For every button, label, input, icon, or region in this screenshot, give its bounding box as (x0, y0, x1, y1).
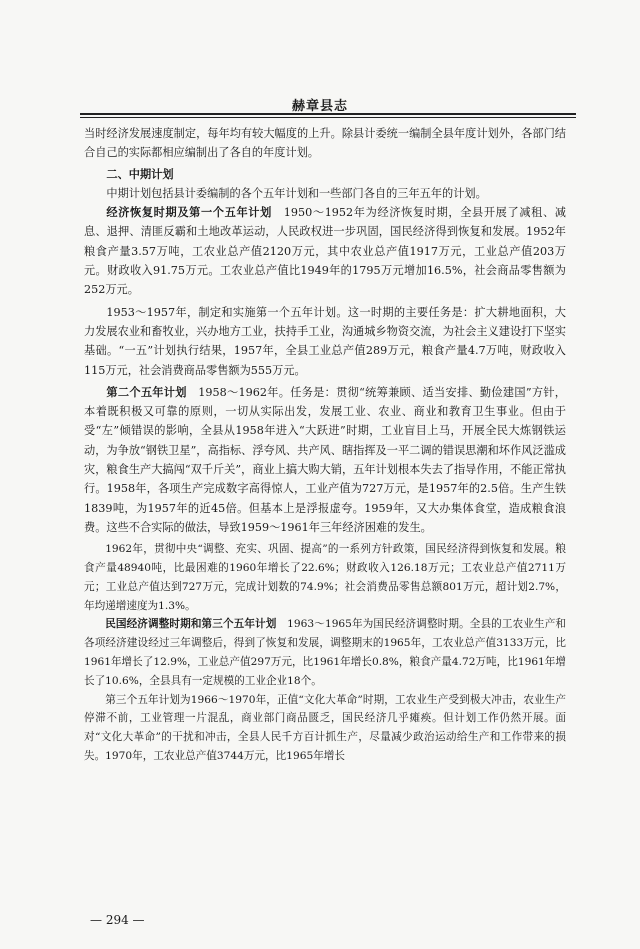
paragraph (84, 615, 566, 690)
run-in-heading: 民国经济调整时期和第三个五年计划 (105, 618, 277, 631)
run-in-heading: 第二个五年计划 (106, 384, 187, 399)
paragraph (84, 383, 566, 537)
page-number: — 294 — (90, 913, 145, 927)
paragraph-text: 第三个五年计划为1966～1970年，正值“文化大革命”时期，工农业生产受到极大冲击，农业生产停滞不前，工业管理一片混乱，商业部门商品匮乏，国民经济几乎瘫痪。但计划工作仍然开展。面对“文化大革命”的干扰和冲击，全县人民千方百计抓生产，尽量减少政治运动给生产和工作带来的损失。1970年，工农业总产值3744万元，比1965年增长 (84, 693, 566, 762)
paragraph (84, 184, 566, 203)
section-heading (84, 165, 566, 184)
paragraph (84, 303, 566, 380)
paragraph-text: 1958～1962年。任务是：贯彻“统筹兼顾、适当安排、勤俭建国”方针，本着既积极又可靠的原则，一切从实际出发，发展工业、农业、商业和教育卫生事业。但由于受“左”倾错误的影响，全县从1958年进入“大跃进”时期，工业盲目上马，开展全民大炼钢铁运动，为争放“钢铁卫星”，高指标、浮夸风、共产风、瞎指挥及一平二调的错误思潮和坏作风泛滥成灾，粮食生产大搞闯“双千斤关”，商业上搞大购大销，五年计划根本失去了指导作用，不能正常执行。1958年，各项生产完成数字高得惊人，工业产值为727万元，是1957年的2.5倍。生产生铁1839吨，为1957年的近45倍。但基本上是浮报虚夸。1959年，又大办集体食堂，造成粮食浪费。这些不合实际的做法，导致1959～1961年三年经济困难的发生。 (84, 385, 566, 534)
paragraph-text: 1962年，贯彻中央“调整、充实、巩固、提高”的一系列方针政策，国民经济得到恢复和发展。粮食产量48940吨，比最困难的1960年增长了22.6%；财政收入126.18万元；工农业总产值2711万元；工业总产值达到727万元，完成计划数的74.9%；社会消费品零售总额801万元，超计划2.7%，年均递增速度为1.3%。 (84, 543, 566, 612)
paragraph-text: 1950～1952年为经济恢复时期，全县开展了减租、减息、退押、清匪反霸和土地改革运动，人民政权进一步巩固，国民经济得到恢复和发展。1952年粮食产量3.57万吨，工农业总产值2120万元，其中农业总产值1917万元，工业总产值203万元。财政收入91.75万元。工农业总产值比1949年的1795万元增加16.5%，社会商品零售额为252万元。 (84, 206, 566, 297)
paragraph (84, 691, 566, 766)
paragraph (84, 540, 566, 615)
section-heading-text: 二、中期计划 (106, 166, 174, 181)
paragraph-continuation (84, 124, 566, 163)
paragraph-text: 当时经济发展速度制定，每年均有较大幅度的上升。除县计委统一编制全县年度计划外，各部门结合自己的实际都相应编制出了各自的年度计划。 (84, 127, 566, 160)
paragraph (84, 203, 566, 299)
body-text (84, 124, 566, 766)
paragraph-text: 中期计划包括县计委编制的各个五年计划和一些部门各自的三年五年的计划。 (106, 186, 487, 200)
paragraph-text: 1953～1957年，制定和实施第一个五年计划。这一时期的主要任务是：扩大耕地面积，大力发展农业和畜牧业，兴办地方工业，扶持手工业，沟通城乡物资交流，为社会主义建设打下坚实基础。“一五”计划执行结果，1957年，全县工业总产值289万元，粮食产量4.7万吨，财政收入115万元，社会消费商品零售额为555万元。 (84, 305, 566, 377)
running-header: 赫章县志 (291, 99, 348, 114)
paragraph-text: 1963～1965年为国民经济调整时期。全县的工农业生产和各项经济建设经过三年调整后，得到了恢复和发展，调整期末的1965年，工农业总产值3133万元，比1961年增长了12.9%，工业总产值297万元，比1961年增长0.8%，粮食产量4.72万吨，比1961年增长了10.6%，全县具有一定规模的工业企业18个。 (84, 618, 567, 687)
header-rule (80, 113, 576, 118)
run-in-heading: 经济恢复时期及第一个五年计划 (106, 205, 272, 220)
